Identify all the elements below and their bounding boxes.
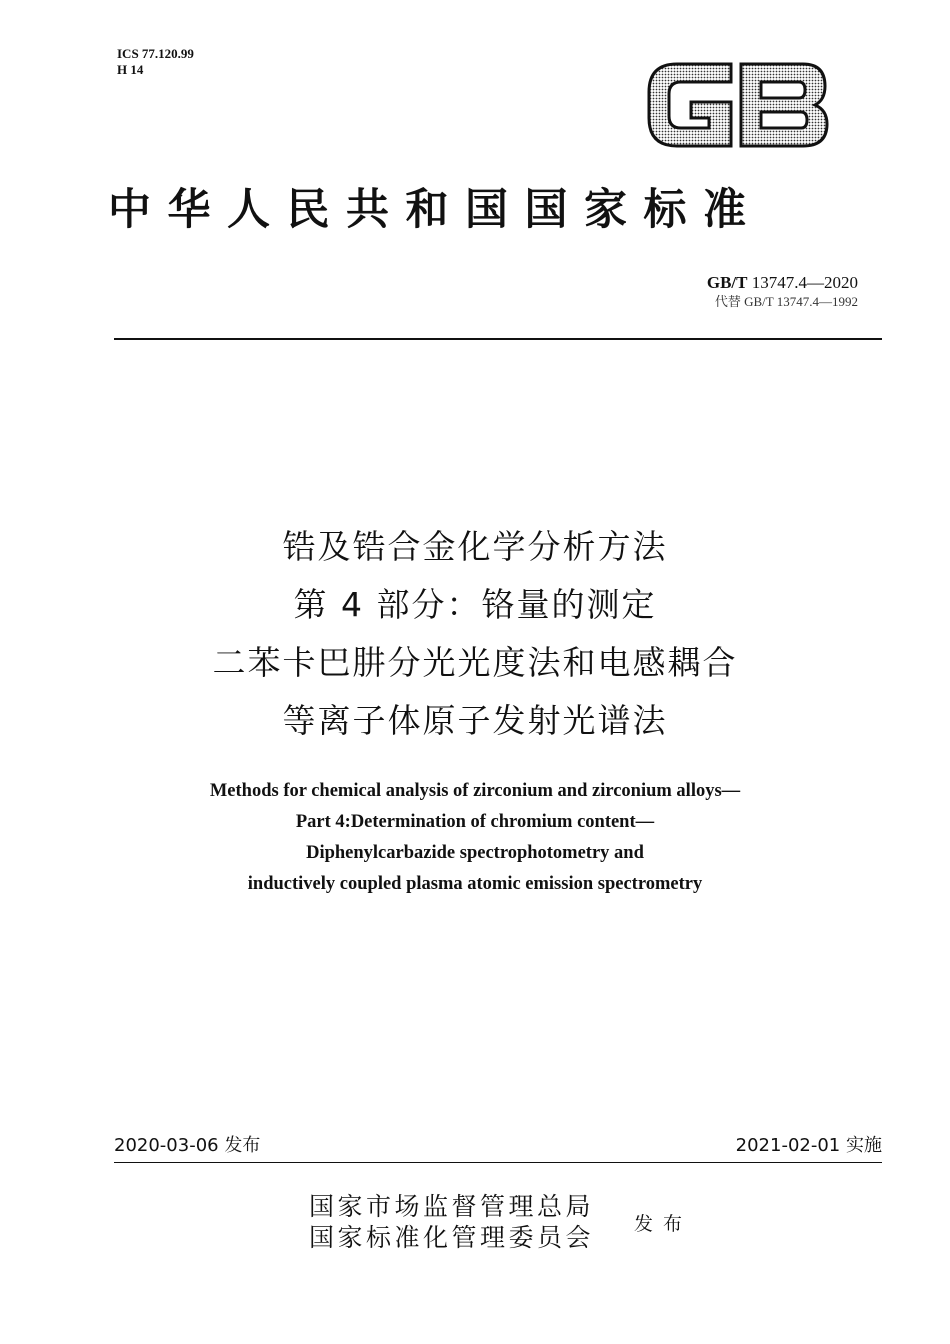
chinese-title-line: 锆及锆合金化学分析方法 <box>282 527 668 566</box>
bottom-divider <box>114 1162 882 1163</box>
english-title-line: inductively coupled plasma atomic emission spectrometry <box>247 874 703 894</box>
standard-type-title: 中华人民共和国国家标准 <box>108 185 763 235</box>
replaces-code: 代替 GB/T 13747.4—1992 <box>714 294 858 309</box>
english-title-line: Diphenylcarbazide spectrophotometry and <box>306 843 644 863</box>
chinese-title-line: 等离子体原子发射光谱法 <box>282 701 668 740</box>
ccs-code: H 14 <box>117 62 144 77</box>
standard-code <box>707 273 858 293</box>
publish-label: 发布 <box>634 1213 693 1235</box>
issuing-authorities <box>309 1191 594 1253</box>
ics-code: ICS 77.120.99 <box>117 46 194 61</box>
chinese-title-line: 第 4 部分：铬量的测定 <box>293 585 657 624</box>
issuer-name: 国家市场监督管理总局 <box>309 1192 595 1221</box>
english-title <box>0 776 950 900</box>
issuer-name: 国家标准化管理委员会 <box>309 1223 595 1252</box>
chinese-title-line: 二苯卡巴肼分光光度法和电感耦合 <box>212 643 738 682</box>
standard-code-prefix: GB/T <box>706 273 748 292</box>
gb-logo-icon <box>643 58 831 152</box>
issue-date: 2020-03-06 发布 <box>114 1135 261 1156</box>
standard-code-number: 13747.4—2020 <box>751 273 858 292</box>
chinese-title <box>0 518 950 750</box>
standard-code-block <box>707 273 858 310</box>
english-title-line: Methods for chemical analysis of zirconium and zirconium alloys— <box>209 781 741 801</box>
implementation-date: 2021-02-01 实施 <box>735 1135 882 1156</box>
top-divider <box>114 338 882 340</box>
classification-codes <box>117 46 194 78</box>
english-title-line: Part 4:Determination of chromium content— <box>295 812 655 832</box>
